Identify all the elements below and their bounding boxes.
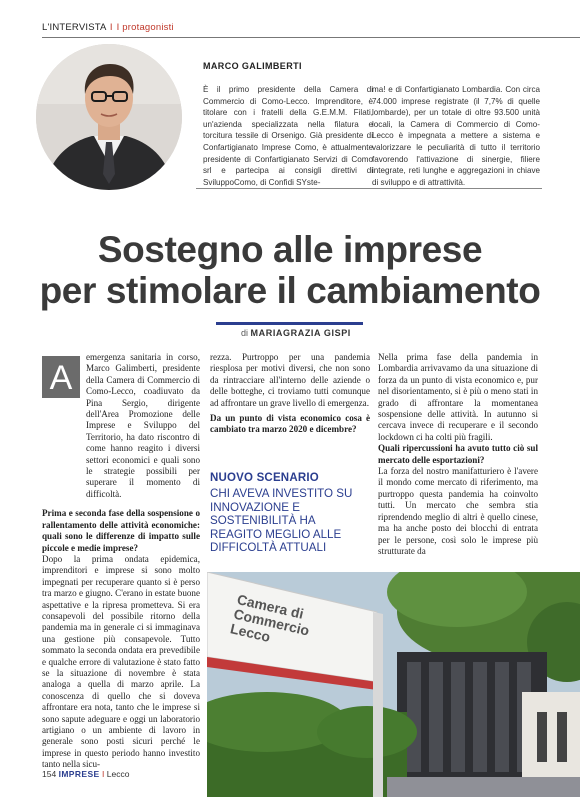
answer-2: Nella prima fase della pandemia in Lombardia arrivavamo da una situazione di forza da un punto di vista economico e, pur nel disorientamento, si è più o meno stati in grado di affrontare la momentanea sospensione delle attività. In autunno si cercava invece di recuperare e il secondo lockdown ci ha colti più fragili.: [378, 352, 538, 442]
edition-name: Lecco: [106, 769, 130, 779]
byline-author: MARIAGRAZIA GISPI: [250, 328, 351, 338]
byline: [241, 328, 351, 338]
section-header: [42, 22, 174, 33]
question-1: Prima e seconda fase della sospensione o rallentamento delle attività economiche: quali sono le differenze di impatto sulle piccole e medie imprese?: [42, 508, 200, 553]
footer-separator: I: [102, 769, 105, 779]
publication-name: IMPRESE: [58, 769, 100, 779]
headline-line-1: Sostegno alle imprese: [97, 229, 483, 270]
pullquote-body: CHI AVEVA INVESTITO SU INNOVAZIONE E SOSTENIBILITÀ HA REAGITO MEGLIO ALLE DIFFICOLTÀ ATTUALI: [210, 487, 353, 555]
article-intro-paragraph: [42, 352, 200, 500]
byline-rule: [216, 322, 363, 325]
answer-1-continued: rezza. Purtroppo per una pandemia riesplosa per motivi diversi, che non sono da rintracciare all'interno delle aziende o delle botteghe, ci troviamo tutti comunque ad affrontare un grave livello di emergenza.: [210, 352, 370, 408]
question-2: Da un punto di vista economico cosa è cambiato tra marzo 2020 e dicembre?: [210, 413, 370, 435]
answer-1: Dopo la prima ondata epidemica, imprenditori e imprese si sono molto impegnati per recuperare quanto si è perso tra marzo e giugno. C'erano in estate buone aspettative e la ripresa prometteva. Si era consapevoli del possibile ritorno della pandemia ma in generale ci si immaginava una gestione più consapevole. Tutto sommato la seconda ondata era prevedibile e qualche errore di valutazione è stato fatto se la situazione di novembre è stata analoga a quella di marzo aprile. La conoscenza di quello che si doveva affrontare era nota, tanto che le imprese si sono sapute adeguare e oggi un laboratorio artigiano o un ambiente di lavoro in generale sono posti sicuri perché le imprese in questo periodo hanno investito tanto nella sicu-: [42, 553, 200, 770]
subsection-label: I protagonisti: [116, 22, 174, 33]
bio-divider: [196, 188, 542, 189]
portrait-photo: [36, 44, 182, 190]
article-column-2: [210, 352, 370, 436]
article-column-1: [42, 352, 200, 771]
pullquote-heading: NUOVO SCENARIO: [210, 472, 319, 484]
section-label: L'INTERVISTA: [42, 22, 107, 33]
building-photo: [207, 572, 580, 797]
article-column-3: [378, 352, 538, 557]
article-intro-text: emergenza sanitaria in corso, Marco Galimberti, presidente della Camera di Commercio di Como-Lecco, coadiuvato da Pina Sergio, dirigente dell'Area Promozione delle Imprese e Sviluppo del Territorio, ha dato riscontro di come hanno reagito i diversi settori economici e quali sono le strategie possibili per superare il momento di difficoltà.: [86, 352, 200, 499]
headline-line-2: per stimolare il cambiamento: [39, 270, 541, 311]
bio-text-column-2: ma! e di Confartigianato Lombardia. Con circa 74.000 imprese registrate (il 7,7% di quelle lombarde), per un totale di oltre 93.500 unità locali, la Camera di Commercio di Como-Lecco è impegnata a mettere a sistema e valorizzare le peculiarità di tutto il territorio favorendo l'attivazione di sinergie, filiere integrate, reti lunghe e aggregazioni in chiave di sviluppo e di attrattività.: [372, 85, 540, 187]
section-separator: I: [109, 22, 113, 33]
drop-cap: A: [42, 356, 80, 398]
question-3: Quali ripercussioni ha avuto tutto ciò sul mercato delle esportazioni?: [378, 443, 538, 465]
bio-text-column-1: È il primo presidente della Camera di Commercio di Como-Lecco. Imprenditore, è titolare con i fratelli della G.E.M.M. Filati, un'azienda specializzata nella filatura e torcitura tessile di Orsenigo. Già presidente di Confartigianato Imprese Como, è attualmente presidente di Confartigianato Servizi di Como srl e partecipa ai consigli direttivi di SviluppoComo, di Confidi SYste-: [203, 85, 373, 187]
header-divider: [42, 37, 580, 38]
sign-text: Camera di Commercio Lecco: [228, 591, 311, 645]
answer-3: La forza del nostro manifatturiero è l'avere il mondo come mercato di riferimento, ma purtroppo questa pandemia ha coinvolto tutti. Un mercato che sembra stia riprendendo meglio di altri è quello cinese, ma ha anche posto dei blocchi di entrata per le persone, così solo le imprese più strutturate da: [378, 466, 538, 556]
page-footer: [42, 769, 129, 779]
page-number: 154: [42, 769, 57, 779]
bio-name: MARCO GALIMBERTI: [203, 61, 302, 71]
byline-prefix: di: [241, 328, 249, 338]
